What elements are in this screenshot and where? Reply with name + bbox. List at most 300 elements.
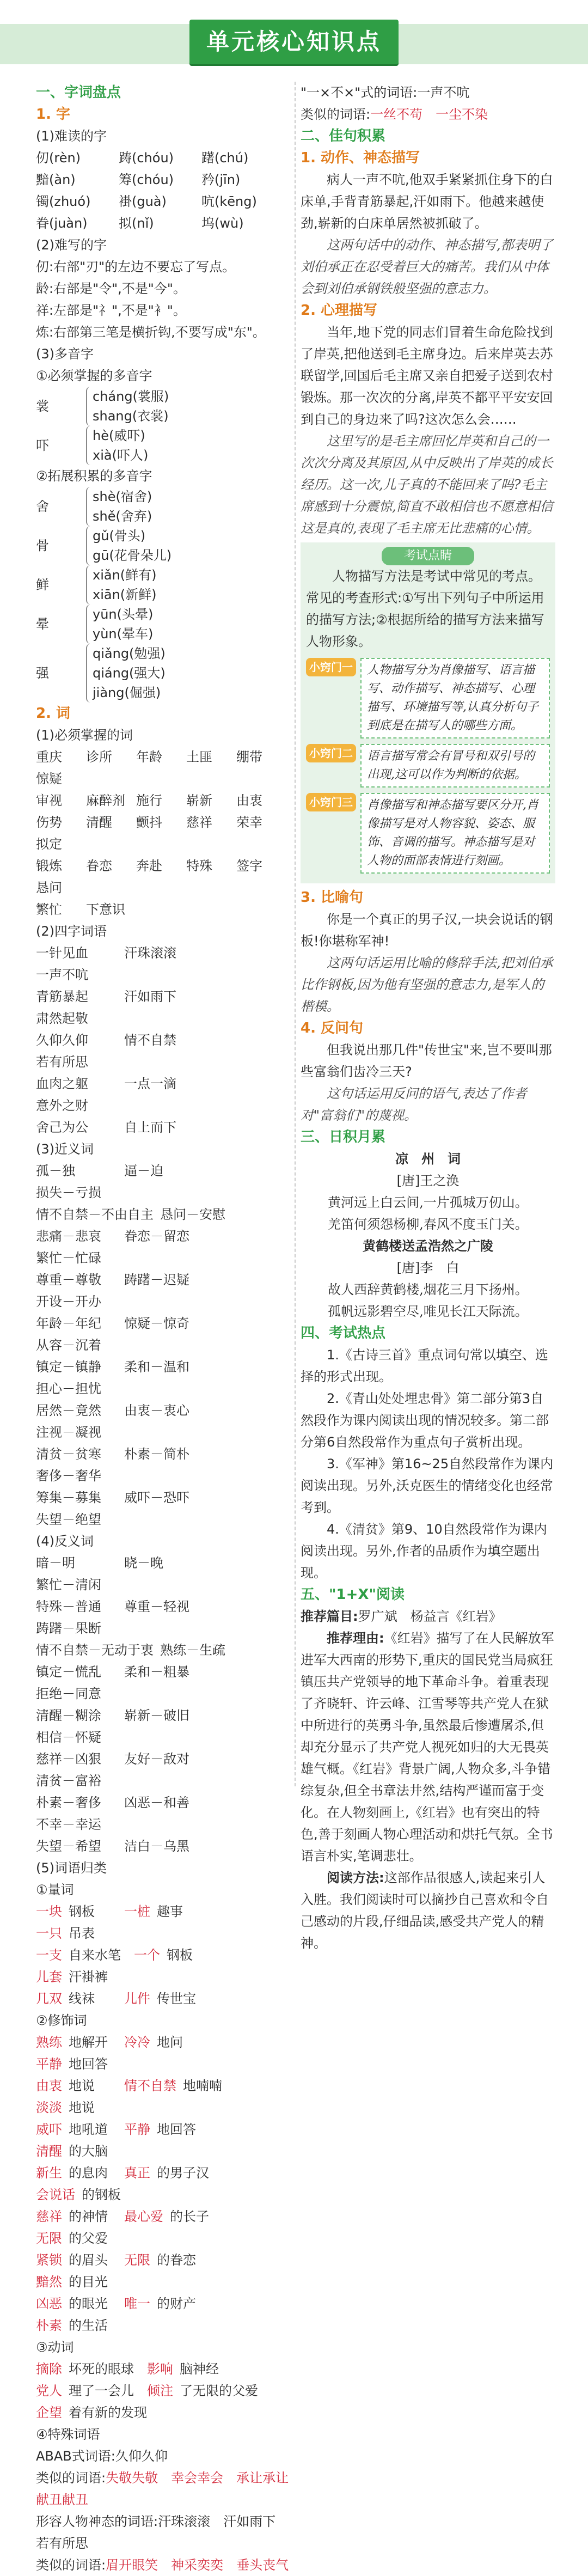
- poly-option: yūn(头晕): [93, 607, 154, 622]
- word-item: 意外之财: [36, 1098, 88, 1113]
- poly-option: cháng(裳服): [93, 389, 169, 404]
- sub-heading: 2. 心理描写: [301, 302, 378, 319]
- phrase-key: 一桩: [124, 1904, 150, 1919]
- similar-words: [36, 2467, 291, 2511]
- word-item: 逼－迫: [124, 1163, 163, 1179]
- reading-method: [301, 1867, 555, 1954]
- word-item: 汗如雨下: [124, 989, 176, 1004]
- poly-option: yùn(晕车): [93, 626, 154, 642]
- phrase-key: 真正: [124, 2165, 150, 2181]
- label: (5)词语归类: [36, 1860, 107, 1876]
- label: ②修饰词: [36, 2013, 87, 2028]
- phrase-key: 一块: [36, 1904, 62, 1919]
- word-item: 绷带: [236, 749, 262, 765]
- polyphone-group: [36, 487, 291, 703]
- word-item: 恳问: [36, 880, 62, 895]
- word-row: [36, 1835, 291, 1857]
- word-item: 崭新－破旧: [124, 1708, 189, 1723]
- word-row: [36, 1748, 291, 1792]
- sub-heading: 3. 比喻句: [301, 889, 364, 906]
- word-item: 开设－开办: [36, 1294, 101, 1309]
- note-line: 仞:右部"刃"的左边不要忘了写点。: [36, 259, 236, 274]
- phrase-key: 倾注: [147, 2383, 173, 2398]
- poem-line: 故人西辞黄鹤楼,烟花三月下扬州。: [328, 1282, 528, 1297]
- analysis-note: 这里写的是毛主席回忆岸英和自己的一次次分离及其原因,从中反映出了岸英的成长经历。这一次,儿子真的不能回来了吗?毛主席感到十分震惊,简直不敢相信也不愿意相信这是真的,表现了毛主席无比悲痛的心情。: [301, 434, 553, 536]
- recommend-reason: [301, 1627, 555, 1867]
- phrase-key: 平静: [124, 2122, 150, 2137]
- word-item: 由衷－衷心: [124, 1403, 189, 1418]
- word-item: 朴素－简朴: [124, 1446, 189, 1462]
- phrase-item: [124, 1988, 206, 2010]
- phrase-item: [134, 1944, 216, 1966]
- word-row: [36, 1400, 291, 1443]
- word-item: 清贫－贫寒: [36, 1446, 101, 1462]
- phrase-item: [36, 2119, 118, 2140]
- phrase-item: [36, 2075, 118, 2097]
- word-row: [36, 1705, 291, 1748]
- poem-lines: [301, 1192, 555, 1235]
- word-item: 年龄: [136, 749, 162, 765]
- word-item: 肃然起敬: [36, 1011, 88, 1026]
- phrase-rest: 地问: [157, 2035, 183, 2050]
- section-heading: 二、佳句积累: [301, 128, 386, 144]
- word-row: [36, 1901, 291, 1944]
- note-line: 祥:左部是"礻",不是"衤"。: [36, 303, 186, 318]
- word-row: [36, 1116, 291, 1138]
- phrase-item: [36, 1922, 118, 1944]
- poly-char: 裳: [36, 399, 49, 414]
- phrase-item: [36, 2053, 118, 2075]
- word-item: 若有所思: [36, 1054, 88, 1070]
- poly-option: shè(宿舍): [93, 489, 152, 504]
- word-item: 相信－怀疑: [36, 1730, 101, 1745]
- similar-word: 一丝不苟: [370, 107, 423, 122]
- word-row: [36, 1073, 291, 1116]
- word-item: 慈祥－凶狠: [36, 1751, 101, 1767]
- word-row: [36, 942, 291, 986]
- phrase-key: 黯然: [36, 2274, 62, 2290]
- word-row: [36, 1596, 291, 1639]
- phrase-item: [36, 2380, 140, 2402]
- word-item: 担心－担忧: [36, 1381, 101, 1396]
- word-item: 踌躇－果断: [36, 1621, 101, 1636]
- phrase-rest: 着有新的发现: [69, 2405, 147, 2420]
- phrase-item: [147, 2358, 229, 2380]
- phrase-rest: 地吼道: [69, 2122, 108, 2137]
- sub-heading: 1. 动作、神态描写: [301, 150, 420, 166]
- phrase-item: [124, 2206, 216, 2227]
- phrase-rest: 地回答: [69, 2056, 108, 2072]
- phrase-item: [36, 2358, 140, 2380]
- phrase-key: 几双: [36, 1991, 62, 2006]
- word-item: 审视: [36, 793, 62, 808]
- poem-author: [唐]王之涣: [396, 1173, 460, 1188]
- word-row: [36, 1204, 291, 1225]
- phrase-item: [124, 2031, 206, 2053]
- phrase-key: 冷冷: [124, 2035, 150, 2050]
- poly-option: shě(舍弃): [93, 509, 152, 524]
- phrase-rest: 的大脑: [69, 2144, 108, 2159]
- poly-option: hè(威吓): [93, 428, 145, 443]
- phrase-item: [36, 2402, 154, 2424]
- word-row: [36, 1356, 291, 1400]
- phrase-item: [124, 2249, 206, 2271]
- word-item: 镯(zhuó): [36, 194, 91, 209]
- phrase-key: 平静: [36, 2056, 62, 2072]
- word-row: [36, 855, 291, 899]
- word-item: 柔和－粗暴: [124, 1664, 189, 1680]
- similar-word: 幸会幸会: [171, 2470, 224, 2486]
- word-item: 一点一滴: [124, 1076, 176, 1091]
- phrase-item: [36, 2162, 118, 2184]
- hard-write-list: [36, 256, 291, 343]
- word-item: 下意识: [86, 902, 125, 917]
- similar-words: [36, 2554, 291, 2576]
- word-item: 锻炼: [36, 858, 62, 874]
- word-item: 情不自禁: [124, 1033, 176, 1048]
- word-item: 暗－明: [36, 1555, 75, 1571]
- phrase-item: [36, 1966, 118, 1988]
- phrase-rest: 吊表: [69, 1926, 95, 1941]
- word-item: 失望－绝望: [36, 1512, 101, 1527]
- phrase-key: 会说话: [36, 2187, 75, 2202]
- word-row: [36, 899, 291, 920]
- phrase-rest: 钢板: [69, 1904, 95, 1919]
- section-heading: 一、字词盘点: [36, 84, 121, 101]
- word-item: 特殊: [186, 858, 212, 874]
- label: ①量词: [36, 1882, 74, 1897]
- poly-options: [86, 526, 171, 565]
- word-item: 自上而下: [124, 1120, 176, 1135]
- similar-words: [301, 103, 555, 125]
- poly-options: [86, 426, 148, 465]
- tip-text: 肖像描写和神态描写要区分开,肖像描写是对人物容貌、姿态、服饰、音调的描写。神态描写是对人物的面部表情进行刻画。: [360, 793, 550, 874]
- section-heading: 五、"1+X"阅读: [301, 1586, 405, 1603]
- word-item: 施行: [136, 793, 162, 808]
- recommend-text: 罗广斌 杨益言《红岩》: [358, 1609, 502, 1624]
- measure-word-list: [36, 1901, 291, 2010]
- synonym-list: [36, 1160, 291, 1530]
- poly-options: [86, 487, 152, 526]
- poly-option: xiǎn(鲜有): [93, 567, 157, 583]
- word-row: [36, 1661, 291, 1705]
- similar-word: 眉开眼笑: [106, 2557, 158, 2573]
- poem-title: 黄鹤楼送孟浩然之广陵: [363, 1238, 493, 1254]
- phrase-item: [36, 2249, 118, 2271]
- hot-item: 1.《古诗三首》重点词句常以填空、选择的形式出现。: [301, 1347, 548, 1384]
- word-item: 筹(chóu): [119, 172, 174, 187]
- phrase-rest: 钢板: [167, 1948, 193, 1963]
- word-item: 威吓－恐吓: [124, 1490, 189, 1505]
- note-line: 龄:右部是"令",不是"今"。: [36, 281, 186, 296]
- poly-options: [86, 565, 157, 605]
- word-row: [36, 2249, 291, 2293]
- label: 推荐篇目:: [301, 1609, 358, 1624]
- sub-heading: 2. 词: [36, 705, 71, 722]
- word-item: 镇定－慌乱: [36, 1664, 101, 1680]
- poly-char: 舍: [36, 499, 49, 514]
- word-item: 清醒－糊涂: [36, 1708, 101, 1723]
- phrase-key: 紧锁: [36, 2253, 62, 2268]
- phrase-rest: 地说: [69, 2078, 95, 2093]
- phrase-key: 一只: [36, 1926, 62, 1941]
- word-item: 繁忙: [36, 902, 62, 917]
- word-item: 血肉之躯: [36, 1076, 88, 1091]
- poem-lines: [301, 1279, 555, 1322]
- word-row: [36, 2031, 291, 2075]
- word-item: 惊疑－惊奇: [124, 1316, 189, 1331]
- phrase-rest: 地喃喃: [183, 2078, 222, 2093]
- word-item: 矜(jīn): [201, 172, 241, 187]
- phrase-key: 最心爱: [124, 2209, 163, 2224]
- phrase-item: [36, 2315, 118, 2336]
- label: (4)反义词: [36, 1534, 94, 1549]
- label: (1)难读的字: [36, 129, 107, 144]
- phrase-key: 凶恶: [36, 2296, 62, 2311]
- word-item: 青筋暴起: [36, 989, 88, 1004]
- similar-label: 类似的词语:: [36, 2470, 106, 2486]
- left-column: [36, 82, 291, 2576]
- polyphone-group: [36, 387, 291, 465]
- poly-option: jiàng(倔强): [93, 685, 161, 700]
- word-item: 友好－敌对: [124, 1751, 189, 1767]
- word-item: 土匪: [186, 749, 212, 765]
- page-title: 单元核心知识点: [189, 20, 399, 64]
- word-item: 久仰久仰: [36, 1033, 88, 1048]
- example-sentence: 当年,地下党的同志们冒着生命危险找到了岸英,把他送到毛主席身边。后来岸英去苏联留学,回国后毛主席又亲自把爱子送到农村锻炼。那一次次的分离,岸英不都平平安安回到自己的身边来了吗?这次怎么会……: [301, 325, 553, 427]
- similar-word: 神采奕奕: [171, 2557, 224, 2573]
- example-sentence: 病人一声不吭,他双手紧紧抓住身下的白床单,手背青筋暴起,汗如雨下。他越来越使劲,崭新的白床单居然被抓破了。: [301, 172, 553, 231]
- example-sentence: 但我说出那几件"传世宝"来,岂不要叫那些富翁们齿冷三天?: [301, 1042, 552, 1079]
- word-item: 恳问－安慰: [160, 1207, 225, 1222]
- phrase-rest: 的目光: [69, 2274, 108, 2290]
- word-item: 奢侈－奢华: [36, 1468, 101, 1484]
- word-row: [36, 2293, 291, 2336]
- phrase-key: 新生: [36, 2165, 62, 2181]
- phrase-rest: 趣事: [157, 1904, 183, 1919]
- word-row: [36, 1792, 291, 1835]
- tip-item: [306, 793, 550, 874]
- phrase-key: 企望: [36, 2405, 62, 2420]
- word-item: 繁忙－忙碌: [36, 1250, 101, 1266]
- label: (2)四字词语: [36, 924, 107, 939]
- word-row: [36, 2358, 291, 2380]
- phrase-item: [36, 2184, 127, 2206]
- word-item: 拟定: [36, 837, 62, 852]
- expression-line: 形容人物神态的词语:汗珠滚滚 汗如雨下 若有所思: [36, 2514, 289, 2551]
- word-item: 年龄－年纪: [36, 1316, 101, 1331]
- hot-item: 2.《青山处处埋忠骨》第二部分第3自然段作为课内阅读出现的情况较多。第二部分第6自然段常作为重点句子赏析出现。: [301, 1391, 549, 1450]
- word-item: 黯(àn): [36, 172, 76, 187]
- similar-word: 垂头丧气: [236, 2557, 289, 2573]
- word-item: 汗珠滚滚: [124, 945, 176, 961]
- phrase-item: [124, 2119, 206, 2140]
- verb-list: [36, 2358, 291, 2424]
- phrase-rest: 线袜: [69, 1991, 95, 2006]
- word-item: 踌(chóu): [119, 150, 174, 166]
- exam-title: 考试点睛: [382, 547, 474, 565]
- word-item: 眷恋: [86, 858, 112, 874]
- phrase-rest: 的眷恋: [157, 2253, 196, 2268]
- similar-word: 失敬失敬: [106, 2470, 158, 2486]
- similar-word: 献丑献丑: [36, 2492, 88, 2507]
- word-row: [36, 1988, 291, 2010]
- phrase-item: [124, 2162, 216, 2184]
- polyphone-item: [36, 526, 171, 565]
- phrase-rest: 的眼光: [69, 2296, 108, 2311]
- phrase-item: [36, 1944, 127, 1966]
- hot-item: 4.《清贫》第9、10自然段常作为课内阅读出现。另外,作者的品质作为填空题出现。: [301, 1522, 547, 1580]
- poly-char: 骨: [36, 538, 49, 553]
- exam-box: [301, 542, 555, 883]
- word-row: [36, 2119, 291, 2162]
- word-list: [36, 746, 291, 920]
- phrase-key: 朴素: [36, 2318, 62, 2333]
- phrase-rest: 的父爱: [69, 2231, 108, 2246]
- word-row: [36, 1269, 291, 1313]
- word-item: 躇(chú): [201, 150, 249, 166]
- word-item: 尊重－轻视: [124, 1599, 189, 1614]
- word-item: 眷恋－留恋: [124, 1229, 189, 1244]
- poem-line: 羌笛何须怨杨柳,春风不度玉门关。: [328, 1217, 528, 1232]
- phrase-rest: 理了一会儿: [69, 2383, 134, 2398]
- phrase-rest: 的男子汉: [157, 2165, 209, 2181]
- tip-text: 语言描写常会有冒号和双引号的出现,这可以作为判断的依据。: [360, 744, 550, 788]
- method-text: 这部作品很感人,读起来引人入胜。我们阅读时可以摘抄自己喜欢和令自己感动的片段,仔细品读,感受共产党人的精神。: [301, 1870, 549, 1951]
- similar-word: 承让承让: [236, 2470, 289, 2486]
- poly-option: gū(花骨朵儿): [93, 548, 172, 563]
- word-item: 吭(kēng): [201, 194, 257, 209]
- column-divider: [295, 82, 296, 1786]
- section-heading: 三、日积月累: [301, 1129, 386, 1145]
- word-row: [36, 811, 291, 855]
- phrase-rest: 的长子: [170, 2209, 209, 2224]
- poly-char: 吓: [36, 438, 49, 453]
- phrase-key: 摘除: [36, 2361, 62, 2377]
- poly-char: 强: [36, 666, 49, 681]
- phrase-key: 影响: [147, 2361, 173, 2377]
- phrase-item: [36, 2271, 118, 2293]
- phrase-item: [36, 1988, 118, 2010]
- phrase-item: [36, 2227, 118, 2249]
- phrase-key: 情不自禁: [124, 2078, 176, 2093]
- tip-item: [306, 744, 550, 788]
- word-row: [36, 986, 291, 1029]
- hard-read-list: [36, 147, 291, 234]
- example-sentence: 你是一个真正的男子汉,一块会说话的钢板!你堪称军神!: [301, 912, 553, 949]
- word-item: 坞(wù): [201, 216, 244, 231]
- word-item: 镇定－镇静: [36, 1359, 101, 1375]
- phrase-item: [36, 2031, 118, 2053]
- similar-label: 类似的词语:: [36, 2557, 106, 2573]
- phrase-item: [36, 2140, 118, 2162]
- poly-option: xiān(新鲜): [93, 587, 157, 602]
- label: 推荐理由:: [327, 1631, 384, 1646]
- note-line: 炼:右部第三笔是横折钩,不要写成"东"。: [36, 325, 266, 340]
- phrase-key: 一个: [134, 1948, 160, 1963]
- word-row: [36, 1944, 291, 1988]
- word-item: 尊重－尊敬: [36, 1272, 101, 1287]
- word-row: [36, 2206, 291, 2249]
- phrase-rest: 坏死的眼球: [69, 2361, 134, 2377]
- word-item: 踌躇－迟疑: [124, 1272, 189, 1287]
- label: (3)近义词: [36, 1142, 94, 1157]
- word-row: [36, 1225, 291, 1269]
- word-row: [36, 1639, 291, 1661]
- word-item: 繁忙－清闲: [36, 1577, 101, 1592]
- phrase-rest: 脑神经: [180, 2361, 219, 2377]
- poly-options: [86, 644, 166, 703]
- phrase-item: [36, 2097, 118, 2119]
- word-item: 拟(nǐ): [119, 216, 154, 231]
- polyphone-item: [36, 487, 152, 526]
- phrase-key: 党人: [36, 2383, 62, 2398]
- polyphone-item: [36, 644, 166, 703]
- word-item: 伤势: [36, 815, 62, 830]
- word-list: [36, 942, 291, 1138]
- word-row: [36, 1160, 291, 1204]
- word-item: 褂(guà): [119, 194, 167, 209]
- word-item: 洁白－乌黑: [124, 1839, 189, 1854]
- word-item: 朴素－奢侈: [36, 1795, 101, 1810]
- word-item: 特殊－普通: [36, 1599, 101, 1614]
- phrase-rest: 的钢板: [82, 2187, 121, 2202]
- phrase-key: 慈祥: [36, 2209, 62, 2224]
- word-item: 失望－希望: [36, 1839, 101, 1854]
- exam-text: 人物描写方法是考试中常见的考点。常见的考查形式:①写出下列句子中所运用的描写方法;②根据所给的描写方法来描写人物形象。: [306, 569, 544, 649]
- word-item: 注视－凝视: [36, 1425, 101, 1440]
- phrase-item: [36, 2293, 118, 2315]
- word-item: 拒绝－同意: [36, 1686, 101, 1701]
- phrase-rest: 地解开: [69, 2035, 108, 2050]
- poly-option: shang(衣裳): [93, 408, 169, 424]
- tip-tag: 小窍门一: [306, 658, 356, 676]
- poem-author: [唐]李 白: [396, 1260, 460, 1275]
- similar-word: 一尘不染: [436, 107, 488, 122]
- phrase-rest: 自来水笔: [69, 1948, 121, 1963]
- word-row: [36, 2162, 291, 2206]
- phrase-item: [36, 1901, 118, 1922]
- phrase-rest: 地回答: [157, 2122, 196, 2137]
- word-row: [36, 191, 291, 212]
- label: ③动词: [36, 2340, 74, 2355]
- sub-heading: 4. 反问句: [301, 1020, 364, 1036]
- phrase-rest: 的眉头: [69, 2253, 108, 2268]
- phrase-rest: 传世宝: [157, 1991, 196, 2006]
- phrase-key: 唯一: [124, 2296, 150, 2311]
- word-row: [36, 169, 291, 191]
- label: (2)难写的字: [36, 237, 107, 253]
- poem-title: 凉 州 词: [395, 1151, 461, 1167]
- tip-tag: 小窍门三: [306, 793, 356, 811]
- analysis-note: 这两句话运用比喻的修辞手法,把刘伯承比作钢板,因为他有坚强的意志力,是军人的楷模。: [301, 955, 553, 1014]
- reason-text: 《红岩》描写了在人民解放军进军大西南的形势下,重庆的国民党当局疯狂镇压共产党领导的地下革命斗争。着重表现了齐晓轩、许云峰、江雪琴等共产党人在狱中所进行的英勇斗争,虽然最后惨遭屠杀,但却充分显示了共产党人视死如归的大无畏英雄气概。《红岩》背景广阔,人物众多,斗争错综复杂,但全书章法井然,结构严谨而富于变化。在人物刻画上,《红岩》也有突出的特色,善于刻画人物心理活动和烘托气氛。全书语言朴实,笔调悲壮。: [301, 1631, 554, 1864]
- word-item: 崭新: [186, 793, 212, 808]
- word-item: 慈祥: [186, 815, 212, 830]
- poly-options: [86, 387, 169, 426]
- phrase-key: 熟练: [36, 2035, 62, 2050]
- phrase-rest: 的息肉: [69, 2165, 108, 2181]
- poem-line: 黄河远上白云间,一片孤城万仞山。: [328, 1195, 528, 1210]
- word-row: [36, 790, 291, 811]
- phrase-key: 一支: [36, 1948, 62, 1963]
- word-item: 重庆: [36, 749, 62, 765]
- modifier-list: [36, 2031, 291, 2336]
- polyphone-item: [36, 565, 157, 605]
- poly-options: [86, 605, 153, 644]
- word-item: 不幸－幸运: [36, 1817, 101, 1832]
- phrase-rest: 的生活: [69, 2318, 108, 2333]
